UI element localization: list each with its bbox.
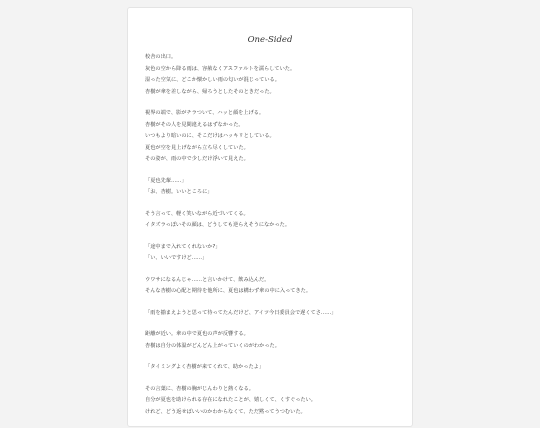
story-line: 「タイミングよく杏樹が来てくれて、助かったよ」	[145, 364, 265, 370]
story-line: 杏樹がその人を見間違えるはずなかった。	[145, 121, 244, 128]
story-paragraph	[145, 209, 404, 232]
story-line: 自分が夏也を助けられる存在になれたことが、嬉しくて、くすぐったい。	[145, 397, 316, 403]
story-title: One-Sided	[247, 35, 293, 45]
story-paragraph	[145, 176, 404, 199]
story-line: 「夏也先輩……」	[145, 177, 187, 184]
story-paragraph	[145, 329, 404, 352]
story-paragraph	[145, 242, 404, 265]
story-line: 「雨を揃まえようと思って待ってたんだけど、アイツ今日委員会で遅くてさ……」	[145, 309, 337, 316]
story-line: そんな杏樹の心配と期待を他所に、夏也は構わず傘の中に入ってきた。	[145, 288, 312, 294]
story-line: 「お、杏樹。いいところに」	[145, 189, 213, 195]
story-paragraph	[145, 108, 404, 166]
story-line: 「い、いいですけど……」	[145, 255, 208, 261]
story-line: 杏樹が傘を差しながら、帰ろうとしたそのときだった。	[145, 88, 275, 95]
story-line: けれど、どう返せばいいのかわからなくて、ただ黙ってうつむいた。	[145, 408, 306, 415]
story-line: 視界の端で、影がチラついて、ハッと顔を上げる。	[145, 110, 265, 116]
story-line: ウワサになるんじゃ……と言いかけて、飲み込んだ。	[145, 276, 270, 283]
story-line: そう言って、軽く笑いながら近づいてくる。	[145, 210, 249, 217]
story-line: その姿が、雨の中で少しだけ浮いて見えた。	[145, 156, 249, 162]
story-line: 距離が近い。傘の中で夏也の声が反響する。	[145, 331, 249, 337]
story-card	[127, 7, 413, 427]
story-line: 湿った空気に、どこか懐かしい雨の匂いが混じっている。	[145, 77, 280, 83]
story-line: イタズラっぽいその顔は、どうしても逆らえそうになかった。	[145, 222, 291, 228]
story-paragraph	[145, 308, 404, 320]
story-paragraph	[145, 384, 404, 419]
story-line: その言葉に、杏樹の胸がじんわりと熱くなる。	[145, 385, 254, 392]
story-paragraph	[145, 275, 404, 298]
story-line: 校舎の出口。	[145, 54, 177, 60]
story-line: 「途中まで入れてくれないか?」	[145, 243, 221, 250]
story-line: 杏樹は自分の体温がどんどん上がっていくのがわかった。	[145, 342, 280, 349]
story-line: 夏也が空を見上げながら立ち尽くしていた。	[145, 144, 249, 151]
story-line: 灰色の空から降る雨は、容赦なくアスファルトを濡らしていた。	[145, 65, 296, 72]
story-line: いつもより暗いのに、そこだけはハッキリとしている。	[145, 133, 275, 139]
story-body	[145, 52, 404, 428]
story-paragraph	[145, 52, 404, 98]
story-paragraph	[145, 362, 404, 374]
